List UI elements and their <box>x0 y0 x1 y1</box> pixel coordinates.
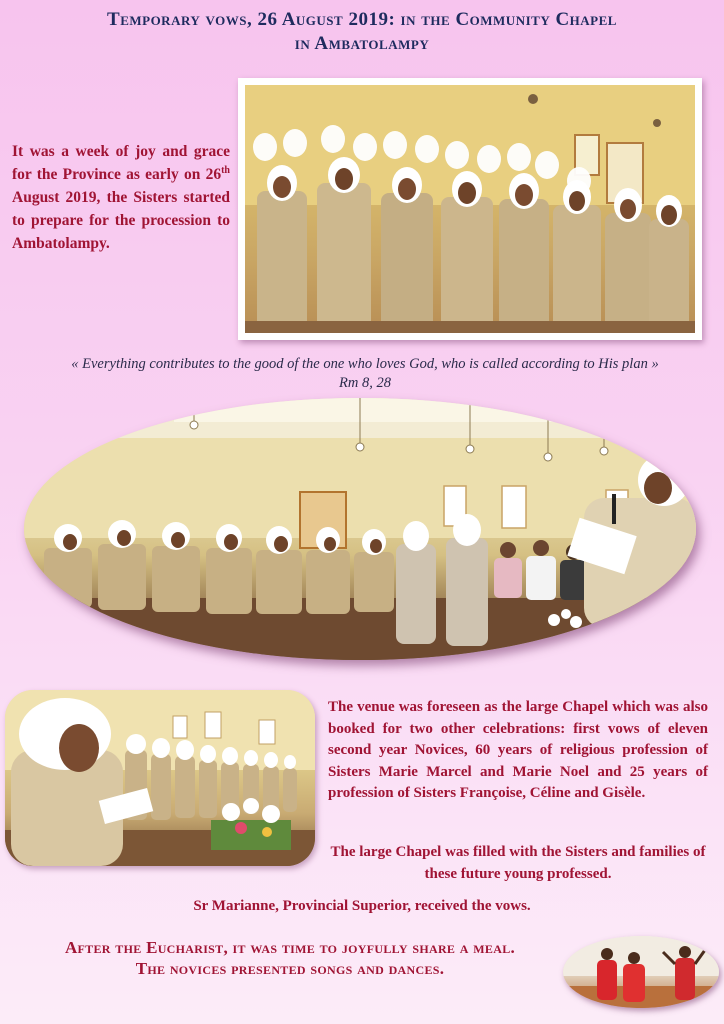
closing-line-2: The novices presented songs and dances. <box>135 959 445 978</box>
scripture-reference: Rm 8, 28 <box>339 375 391 391</box>
page-title <box>20 8 704 56</box>
intro-text-end: August 2019, the Sisters started to prepare for the procession to Ambatolampy. <box>12 189 230 252</box>
scripture-quote <box>20 355 710 393</box>
chapel-assembly-illustration <box>24 398 696 660</box>
photo-novice-reading <box>5 690 315 866</box>
scripture-quote-text: « Everything contributes to the good of the one who loves God, who is called according to His plan » <box>71 356 659 372</box>
photo-sisters-standing <box>238 78 702 340</box>
novice-reading-illustration <box>5 690 315 866</box>
intro-text-start: It was a week of joy and grace for the Province as early on 26 <box>12 143 230 183</box>
intro-ordinal-suffix: th <box>221 164 230 176</box>
photo-chapel-assembly <box>24 398 696 660</box>
intro-paragraph <box>12 140 230 255</box>
venue-paragraph: The venue was foreseen as the large Chapel which was also booked for two other celebrations: first vows of eleven second year Novices, 60 years of religious profession of Sisters Marie Marcel and Marie Noel and 25 years of profession of Sisters Françoise, Céline and Gisèle. <box>328 699 708 801</box>
sisters-standing-illustration <box>245 85 695 333</box>
page-title-line-2: in Ambatolampy <box>294 33 430 54</box>
chapel-filled-paragraph: The large Chapel was filled with the Sisters and families of these future young professed. <box>330 844 706 882</box>
page-title-line-1: Temporary vows, 26 August 2019: in the Community Chapel <box>107 9 617 30</box>
photo-novices-dancing <box>563 936 719 1008</box>
novices-dancing-illustration <box>563 936 719 1008</box>
photo-sisters-standing-image <box>245 85 695 333</box>
vows-receiver-line: Sr Marianne, Provincial Superior, received the vows. <box>193 898 531 914</box>
closing-heading <box>10 937 570 979</box>
closing-line-1: After the Eucharist, it was time to joyfully share a meal. <box>64 938 516 957</box>
